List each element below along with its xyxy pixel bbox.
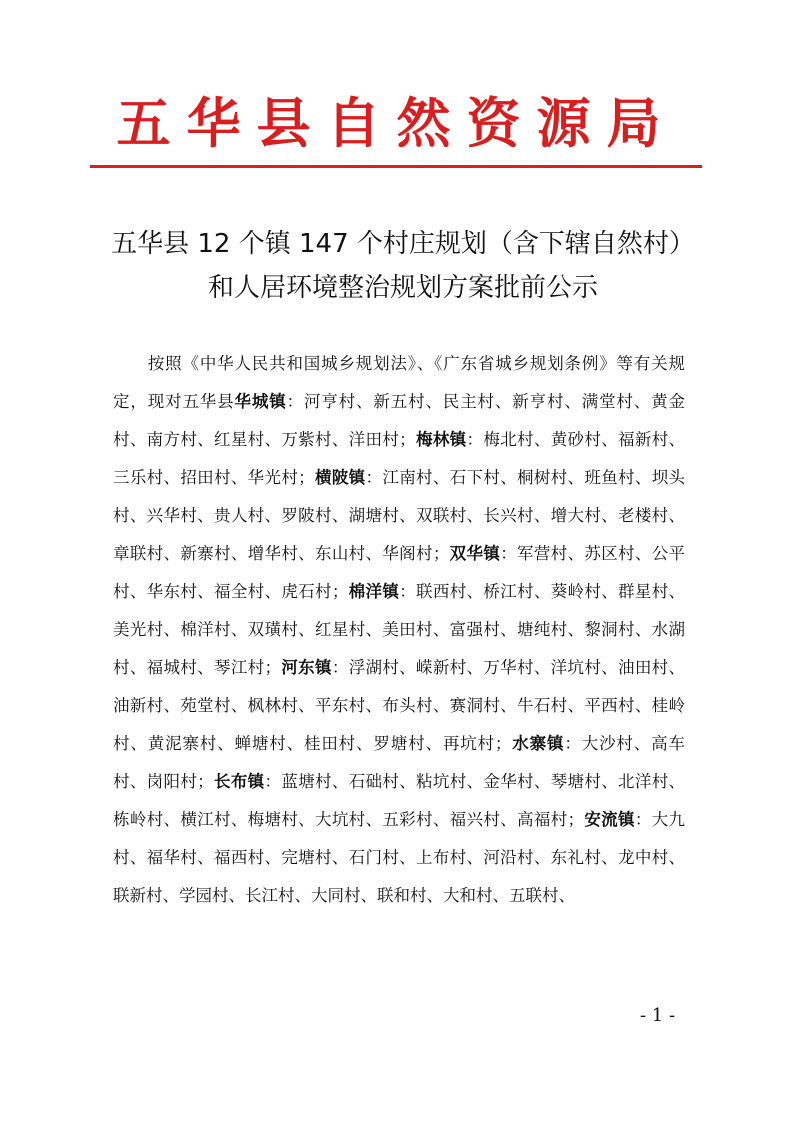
town-name: 河东镇: [281, 658, 332, 677]
document-title: 五华县 12 个镇 147 个村庄规划（含下辖自然村）和人居环境整治规划方案批前公示: [111, 229, 695, 303]
red-divider-line: [90, 165, 702, 168]
village-list: 河亨村、新五村、民主村、新亨村、满堂村、黄金村、南方村、红星村、万紫村、洋田村；: [113, 392, 685, 449]
town-name: 双华镇: [449, 544, 501, 563]
town-name: 棉洋镇: [348, 582, 400, 601]
village-list: 江南村、石下村、桐树村、班鱼村、坝头村、兴华村、贵人村、罗陂村、湖塘村、双联村、长兴村、增大村、老楼村、章联村、新寨村、增华村、东山村、华阁村；: [113, 468, 686, 563]
town-name: 梅林镇: [415, 430, 467, 449]
town-name: 安流镇: [584, 810, 635, 829]
agency-letterhead: 五华县自然资源局: [116, 91, 677, 155]
town-name: 华城镇: [234, 392, 287, 411]
town-name: 长布镇: [213, 772, 265, 791]
village-list: 联西村、桥江村、葵岭村、群星村、美光村、棉洋村、双璜村、红星村、美田村、富强村、塘纯村、黎洞村、水湖村、福城村、琴江村；: [113, 582, 686, 677]
intro-text: 按照《中华人民共和国城乡规划法》、《广东省城乡规划条例》等有关规定，现对五华县: [113, 354, 685, 411]
village-list: 蓝塘村、石础村、粘坑村、金华村、琴塘村、北洋村、栋岭村、横江村、梅塘村、大坑村、五彩村、福兴村、高福村；: [113, 772, 686, 829]
village-list: 浮湖村、嵘新村、万华村、洋坑村、油田村、油新村、苑堂村、枫林村、平东村、布头村、赛洞村、牛石村、平西村、桂岭村、黄泥寨村、蝉塘村、桂田村、罗塘村、再坑村；: [113, 658, 686, 753]
page-number: - 1 -: [640, 1005, 676, 1026]
village-list: 大九村、福华村、福西村、完塘村、石门村、上布村、河沿村、东礼村、龙中村、联新村、学园村、长江村、大同村、联和村、大和村、五联村、: [113, 810, 686, 905]
document-body: 按照《中华人民共和国城乡规划法》、《广东省城乡规划条例》等有关规定，现对五华县华城镇：河亨村、新五村、民主村、新亨村、满堂村、黄金村、南方村、红星村、万紫村、洋田村；梅林镇：梅北村、黄砂村、福新村、三乐村、招田村、华光村；横陂镇：江南村、石下村、桐树村、班鱼村、坝头村、兴华村、贵人村、罗陂村、湖塘村、双联村、长兴村、增大村、老楼村、章联村、新寨村、增华村、东山村、华阁村；双华镇：军营村、苏区村、公平村、华东村、福全村、虎石村；棉洋镇：联西村、桥江村、葵岭村、群星村、美光村、棉洋村、双璜村、红星村、美田村、富强村、塘纯村、黎洞村、水湖村、福城村、琴江村；河东镇：浮湖村、嵘新村、万华村、洋坑村、油田村、油新村、苑堂村、枫林村、平东村、布头村、赛洞村、牛石村、平西村、桂岭村、黄泥寨村、蝉塘村、桂田村、罗塘村、再坑村；水寨镇：大沙村、高车村、岗阳村；长布镇：蓝塘村、石础村、粘坑村、金华村、琴塘村、北洋村、栋岭村、横江村、梅塘村、大坑村、五彩村、福兴村、高福村；安流镇：大九村、福华村、福西村、完塘村、石门村、上布村、河沿村、东礼村、龙中村、联新村、学园村、长江村、大同村、联和村、大和村、五联村、: [113, 354, 686, 905]
town-name: 横陂镇: [314, 468, 366, 487]
village-list: 大沙村、高车村、岗阳村；: [113, 734, 685, 791]
village-list: 梅北村、黄砂村、福新村、三乐村、招田村、华光村；: [113, 430, 686, 487]
village-list: 军营村、苏区村、公平村、华东村、福全村、虎石村；: [113, 544, 686, 601]
town-name: 水寨镇: [511, 734, 565, 753]
